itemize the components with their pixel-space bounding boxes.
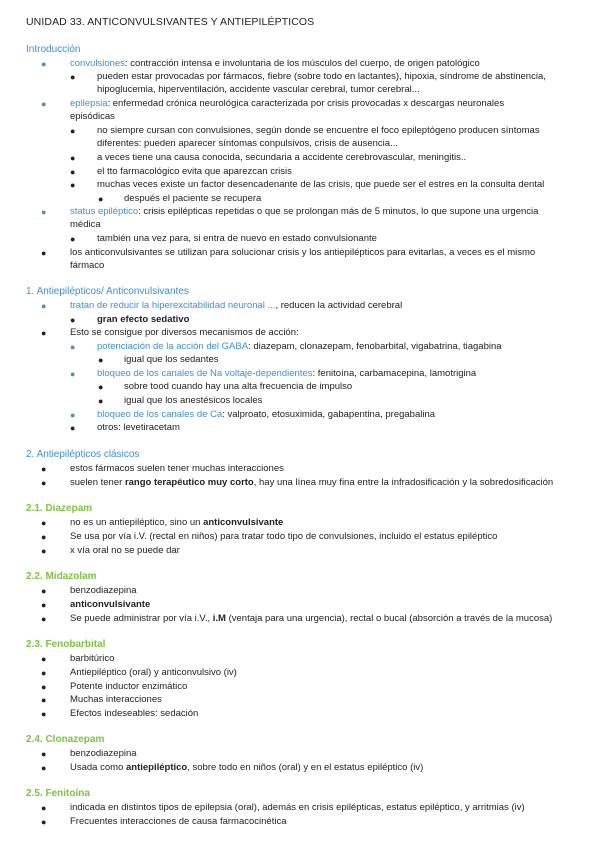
bullet-icon: ●	[41, 749, 47, 759]
list-item: barbitúrico	[70, 653, 115, 664]
bullet-icon: ●	[41, 586, 47, 596]
list-item: Efectos indeseables: sedación	[70, 708, 199, 719]
section-heading-2-4: 2.4. Clonazepam	[26, 734, 105, 745]
list-item: el tto farmacológico evita que aparezcan crisis	[97, 166, 292, 177]
bullet-icon: ●	[41, 301, 47, 311]
bullet-icon: ●	[41, 518, 47, 528]
bullet-icon: ●	[98, 355, 104, 365]
section-heading-2-1: 2.1. Diazepam	[26, 503, 93, 514]
list-item-continuation: episódicas	[70, 111, 115, 122]
list-item: suelen tener rango terapéutico muy corto, hay una línea muy fina entre la infradosificación y la sobredosificación	[70, 477, 554, 488]
bullet-icon: ●	[41, 248, 47, 258]
list-item: potenciación de la acción del GABA: diazepam, clonazepam, fenobarbital, vigabatrina, tiagabina	[97, 341, 502, 352]
section-heading-2-3: 2.3. Fenobarbital	[26, 639, 106, 650]
bullet-icon: ●	[70, 410, 76, 420]
document-title: UNIDAD 33. ANTICONVULSIVANTES Y ANTIEPILÉPTICOS	[26, 16, 315, 28]
bullet-icon: ●	[41, 207, 47, 217]
list-item: indicada en distintos tipos de epilepsia (oral), además en crisis epilépticas, estatus epiléptico, y arritmias (iv)	[70, 802, 525, 813]
bullet-icon: ●	[70, 180, 76, 190]
section-heading-1: 1. Antiepilépticos/ Anticonvulsivantes	[26, 286, 189, 297]
list-item: benzodiazepina	[70, 748, 137, 759]
list-item: también una vez para, si entra de nuevo en estado convulsionante	[97, 233, 377, 244]
bullet-icon: ●	[41, 695, 47, 705]
bullet-icon: ●	[41, 614, 47, 624]
section-heading-introduccion: Introducción	[26, 44, 81, 55]
list-item: x vía oral no se puede dar	[70, 545, 180, 556]
bullet-icon: ●	[70, 126, 76, 136]
list-item: Se usa por vía i.V. (rectal en niños) para tratar todo tipo de convulsiones, incluido el estatus epiléptico	[70, 531, 498, 542]
list-item: Muchas interacciones	[70, 694, 162, 705]
bullet-icon: ●	[41, 709, 47, 719]
bullet-icon: ●	[41, 59, 47, 69]
bullet-icon: ●	[41, 328, 47, 338]
list-item: Antiepiléptico (oral) y anticonvulsivo (iv)	[70, 667, 237, 678]
bullet-icon: ●	[70, 423, 76, 433]
list-item-continuation: médica	[70, 219, 101, 230]
list-item: no es un antiepiléptico, sino un anticonvulsivante	[70, 517, 284, 528]
list-item: anticonvulsivante	[70, 599, 151, 610]
bullet-icon: ●	[41, 478, 47, 488]
list-item: a veces tiene una causa conocida, secundaria a accidente cerebrovascular, meningitis..	[97, 152, 467, 163]
bullet-icon: ●	[41, 682, 47, 692]
list-item: benzodiazepina	[70, 585, 137, 596]
list-item-continuation: fármaco	[70, 260, 105, 271]
list-item: sobre tood cuando hay una alta frecuencia de impulso	[124, 381, 353, 392]
section-heading-2-5: 2.5. Fenitoína	[26, 788, 90, 799]
list-item: igual que los anestésicos locales	[124, 395, 263, 406]
list-item: bloqueo de los canales de Na voltaje-dependientes: fenitoína, carbamacepina, lamotrigina	[97, 368, 477, 379]
list-item: Frecuentes interacciones de causa farmacocinética	[70, 816, 287, 827]
bullet-icon: ●	[41, 763, 47, 773]
list-item: epilepsia: enfermedad crónica neurológica caracterizada por crisis provocadas x descargas neuronales	[70, 98, 505, 109]
bullet-icon: ●	[41, 546, 47, 556]
list-item: Potente inductor enzimático	[70, 681, 188, 692]
list-item: Se puede administrar por vía i.V., i.M (ventaja para una urgencia), rectal o bucal (absorción a través de la mucosa)	[70, 613, 553, 624]
bullet-icon: ●	[41, 532, 47, 542]
list-item: gran efecto sedativo	[97, 314, 190, 325]
bullet-icon: ●	[41, 464, 47, 474]
bullet-icon: ●	[70, 153, 76, 163]
bullet-icon: ●	[41, 668, 47, 678]
bullet-icon: ●	[41, 654, 47, 664]
bullet-icon: ●	[70, 342, 76, 352]
list-item: Esto se consigue por diversos mecanismos de acción:	[70, 327, 299, 338]
bullet-icon: ●	[98, 382, 104, 392]
list-item: tratan de reducir la hiperexcitabilidad neuronal ..., reducen la actividad cerebral	[70, 300, 403, 311]
bullet-icon: ●	[70, 234, 76, 244]
bullet-icon: ●	[98, 194, 104, 204]
section-heading-2-2: 2.2. Midazolam	[26, 571, 97, 582]
list-item: otros: levetiracetam	[97, 422, 180, 433]
list-item: status epiléptico: crisis epilépticas repetidas o que se prolongan más de 5 minutos, lo que supone una urgencia	[70, 206, 539, 217]
list-item-continuation: hipoglucemia, hiperventilación, accidente vascular cerebral, tumor cerebral...	[97, 84, 420, 95]
list-item: estos fármacos suelen tener muchas interacciones	[70, 463, 284, 474]
list-item: pueden estar provocadas por fármacos, fiebre (sobre todo en lactantes), hipoxia, síndrome de abstinencia,	[97, 71, 546, 82]
list-item: convulsiones: contracción intensa e involuntaria de los músculos del cuerpo, de origen patológico	[70, 58, 480, 69]
bullet-icon: ●	[41, 99, 47, 109]
list-item: Usada como antiepiléptico, sobre todo en niños (oral) y en el estatus epiléptico (iv)	[70, 762, 424, 773]
bullet-icon: ●	[70, 315, 76, 325]
list-item: muchas veces existe un factor desencadenante de las crisis, que puede ser el estres en la consulta dental	[97, 179, 545, 190]
bullet-icon: ●	[41, 600, 47, 610]
bullet-icon: ●	[41, 803, 47, 813]
list-item: igual que los sedantes	[124, 354, 219, 365]
list-item: después el paciente se recupera	[124, 193, 262, 204]
list-item: los anticonvulsivantes se utilizan para solucionar crisis y los antiepilépticos para evitarlas, a veces es el mismo	[70, 247, 536, 258]
section-heading-2: 2. Antiepilépticos clásicos	[26, 449, 140, 460]
list-item: bloqueo de los canales de Ca: valproato, etosuximida, gabapentina, pregabalina	[97, 409, 436, 420]
list-item-continuation: diferentes: pueden aparecer síntomas conpulsivos, crisis de ausencia...	[97, 138, 398, 149]
bullet-icon: ●	[70, 369, 76, 379]
bullet-icon: ●	[98, 396, 104, 406]
bullet-icon: ●	[41, 817, 47, 827]
list-item: no siempre cursan con convulsiones, según donde se encuentre el foco epileptógeno producen síntomas	[97, 125, 540, 136]
bullet-icon: ●	[70, 167, 76, 177]
bullet-icon: ●	[70, 72, 76, 82]
